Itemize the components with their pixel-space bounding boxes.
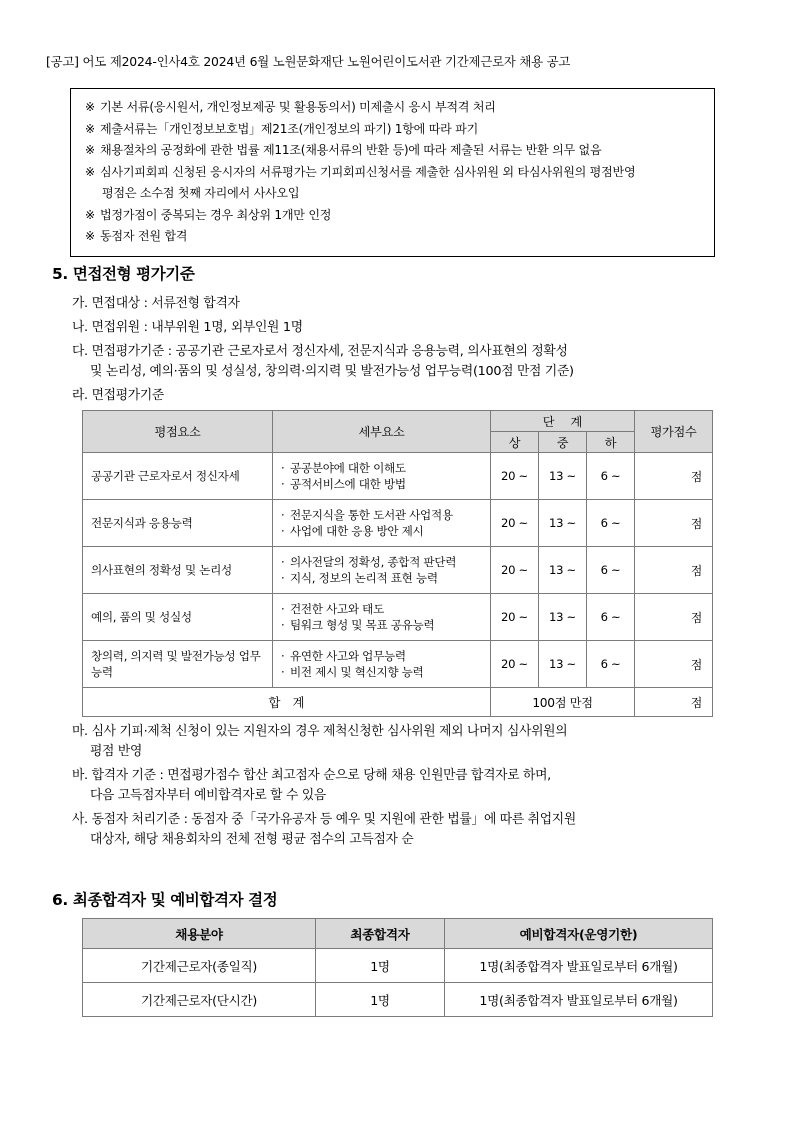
notice-line bbox=[85, 119, 704, 141]
col-header-stage-low: 하 bbox=[587, 432, 635, 453]
table-row bbox=[83, 949, 713, 983]
cell-factor: 공공기관 근로자로서 정신자세 bbox=[83, 453, 273, 500]
section-5-item-da-line1: 다. 면접평가기준 : 공공기관 근로자로서 정신자세, 전문지식과 응용능력, 의사표현의 정확성 bbox=[72, 344, 568, 359]
detail-bullet: · 의사전달의 정확성, 종합적 판단력 bbox=[281, 554, 484, 570]
col-header-reserve: 예비합격자(운영기한) bbox=[445, 919, 713, 949]
notice-line-text: 심사기피회피 신청된 응시자의 서류평가는 기피회피신청서를 제출한 심사위원 외 타심사위원의 평점반영 bbox=[100, 164, 636, 179]
detail-bullet: · 지식, 정보의 논리적 표현 능력 bbox=[281, 570, 484, 586]
col-header-stage-high: 상 bbox=[491, 432, 539, 453]
cell-total-label: 합 계 bbox=[83, 688, 491, 717]
col-header-detail: 세부요소 bbox=[273, 411, 491, 453]
cell-level-mid: 13 ~ bbox=[539, 547, 587, 594]
notice-line-text: 기본 서류(응시원서, 개인정보제공 및 활용동의서) 미제출시 응시 부적격 처리 bbox=[100, 100, 496, 114]
table-header-row bbox=[83, 919, 713, 949]
cell-level-low: 6 ~ bbox=[587, 453, 635, 500]
detail-bullet: · 건전한 사고와 태도 bbox=[281, 601, 484, 617]
cell-level-mid: 13 ~ bbox=[539, 641, 587, 688]
interview-evaluation-table bbox=[82, 410, 713, 717]
section-5-item-sa-line2: 대상자, 해당 채용회차의 전체 전형 평균 점수의 고득점자 순 bbox=[90, 832, 414, 847]
cell-level-mid: 13 ~ bbox=[539, 594, 587, 641]
cell-field: 기간제근로자(종일직) bbox=[83, 949, 316, 983]
detail-bullet: · 사업에 대한 응용 방안 제시 bbox=[281, 523, 484, 539]
detail-bullet: · 전문지식을 통한 도서관 사업적용 bbox=[281, 507, 484, 523]
cell-reserve: 1명(최종합격자 발표일로부터 6개월) bbox=[445, 949, 713, 983]
table-header-row-1 bbox=[83, 411, 713, 432]
col-header-field: 채용분야 bbox=[83, 919, 316, 949]
cell-final: 1명 bbox=[316, 983, 445, 1017]
section-5-title: 5. 면접전형 평가기준 bbox=[52, 265, 195, 283]
cell-level-low: 6 ~ bbox=[587, 641, 635, 688]
section-5-item-ba bbox=[72, 766, 551, 806]
section-5-item-ma bbox=[72, 722, 567, 762]
col-header-factor: 평점요소 bbox=[83, 411, 273, 453]
cell-detail bbox=[273, 594, 491, 641]
notice-line-text: 법정가점이 중복되는 경우 최상위 1개만 인정 bbox=[100, 207, 332, 222]
section-5-item-ma-line1: 마. 심사 기피·제척 신청이 있는 지원자의 경우 제척신청한 심사위원 제외 나머지 심사위원의 bbox=[72, 724, 568, 739]
section-6-title: 6. 최종합격자 및 예비합격자 결정 bbox=[52, 891, 278, 909]
cell-level-mid: 13 ~ bbox=[539, 500, 587, 547]
cell-score: 점 bbox=[635, 641, 713, 688]
cell-level-high: 20 ~ bbox=[491, 500, 539, 547]
detail-bullet: · 공공분야에 대한 이해도 bbox=[281, 460, 484, 476]
cell-detail bbox=[273, 641, 491, 688]
cell-factor: 창의력, 의지력 및 발전가능성 업무능력 bbox=[83, 641, 273, 688]
section-5-item-sa bbox=[72, 810, 576, 850]
detail-bullet: · 비전 제시 및 혁신지향 능력 bbox=[281, 664, 484, 680]
table-row bbox=[83, 547, 713, 594]
notice-line-text: 채용절차의 공정화에 관한 법률 제11조(채용서류의 반환 등)에 따라 제출된 서류는 반환 의무 없음 bbox=[100, 143, 602, 157]
cell-factor: 예의, 품의 및 성실성 bbox=[83, 594, 273, 641]
table-total-row bbox=[83, 688, 713, 717]
cell-level-low: 6 ~ bbox=[587, 594, 635, 641]
notice-line bbox=[85, 140, 704, 162]
cell-final: 1명 bbox=[316, 949, 445, 983]
cell-level-low: 6 ~ bbox=[587, 500, 635, 547]
notice-bullet-mark: ※ bbox=[85, 121, 95, 136]
notice-line bbox=[85, 97, 704, 119]
section-5-item-ma-line2: 평점 반영 bbox=[90, 744, 143, 759]
cell-detail bbox=[273, 453, 491, 500]
col-header-stage: 단 계 bbox=[491, 411, 635, 432]
cell-score: 점 bbox=[635, 453, 713, 500]
notice-bullet-mark: ※ bbox=[85, 207, 95, 222]
section-5-item-ba-line2: 다음 고득점자부터 예비합격자로 할 수 있음 bbox=[90, 788, 326, 803]
final-successful-candidates-table bbox=[82, 918, 713, 1017]
cell-level-high: 20 ~ bbox=[491, 453, 539, 500]
notice-box bbox=[70, 88, 715, 257]
notice-bullet-mark: ※ bbox=[85, 229, 95, 243]
detail-bullet: · 공적서비스에 대한 방법 bbox=[281, 476, 484, 492]
cell-level-high: 20 ~ bbox=[491, 547, 539, 594]
notice-bullet-mark: ※ bbox=[85, 164, 95, 179]
cell-factor: 의사표현의 정확성 및 논리성 bbox=[83, 547, 273, 594]
section-5-item-sa-line1: 사. 동점자 처리기준 : 동점자 중「국가유공자 등 예우 및 지원에 관한 법률」에 따른 취업지원 bbox=[72, 812, 576, 827]
detail-bullet: · 유연한 사고와 업무능력 bbox=[281, 648, 484, 664]
section-5-item-na: 나. 면접위원 : 내부위원 1명, 외부인원 1명 bbox=[72, 320, 303, 335]
cell-level-low: 6 ~ bbox=[587, 547, 635, 594]
section-5-item-ra: 라. 면접평가기준 bbox=[72, 388, 164, 403]
cell-level-mid: 13 ~ bbox=[539, 453, 587, 500]
notice-line-continuation bbox=[85, 183, 704, 205]
section-5-item-ga: 가. 면접대상 : 서류전형 합격자 bbox=[72, 296, 240, 311]
section-5-item-ba-line1: 바. 합격자 기준 : 면접평가점수 합산 최고점자 순으로 당해 채용 인원만큼 합격자로 하며, bbox=[72, 768, 551, 783]
cell-detail bbox=[273, 500, 491, 547]
notice-line bbox=[85, 205, 704, 227]
cell-total-value: 100점 만점 bbox=[491, 688, 635, 717]
notice-line-text: 평점은 소수점 첫째 자리에서 사사오입 bbox=[102, 186, 300, 200]
notice-bullet-mark: ※ bbox=[85, 143, 95, 157]
cell-score: 점 bbox=[635, 594, 713, 641]
section-5-item-da bbox=[72, 342, 574, 382]
cell-factor: 전문지식과 응용능력 bbox=[83, 500, 273, 547]
col-header-stage-mid: 중 bbox=[539, 432, 587, 453]
cell-score: 점 bbox=[635, 500, 713, 547]
table-row bbox=[83, 594, 713, 641]
table-row bbox=[83, 983, 713, 1017]
table-row bbox=[83, 641, 713, 688]
table-row bbox=[83, 500, 713, 547]
section-5-item-da-line2: 및 논리성, 예의·품의 및 성실성, 창의력·의지력 및 발전가능성 업무능력(100점 만점 기준) bbox=[90, 364, 574, 379]
cell-field: 기간제근로자(단시간) bbox=[83, 983, 316, 1017]
detail-bullet: · 팀워크 형성 및 목표 공유능력 bbox=[281, 617, 484, 633]
cell-reserve: 1명(최종합격자 발표일로부터 6개월) bbox=[445, 983, 713, 1017]
notice-line-text: 동점자 전원 합격 bbox=[100, 229, 188, 243]
cell-score: 점 bbox=[635, 547, 713, 594]
notice-line bbox=[85, 226, 704, 248]
notice-line bbox=[85, 162, 704, 184]
cell-level-high: 20 ~ bbox=[491, 594, 539, 641]
document-header-line: [공고] 어도 제2024-인사4호 2024년 6월 노원문화재단 노원어린이도서관 기간제근로자 채용 공고 bbox=[46, 54, 571, 69]
notice-bullet-mark: ※ bbox=[85, 100, 95, 114]
col-header-final: 최종합격자 bbox=[316, 919, 445, 949]
table-row bbox=[83, 453, 713, 500]
notice-line-text: 제출서류는「개인정보보호법」제21조(개인정보의 파기) 1항에 따라 파기 bbox=[100, 121, 479, 136]
cell-level-high: 20 ~ bbox=[491, 641, 539, 688]
cell-total-score: 점 bbox=[635, 688, 713, 717]
cell-detail bbox=[273, 547, 491, 594]
col-header-score: 평가점수 bbox=[635, 411, 713, 453]
